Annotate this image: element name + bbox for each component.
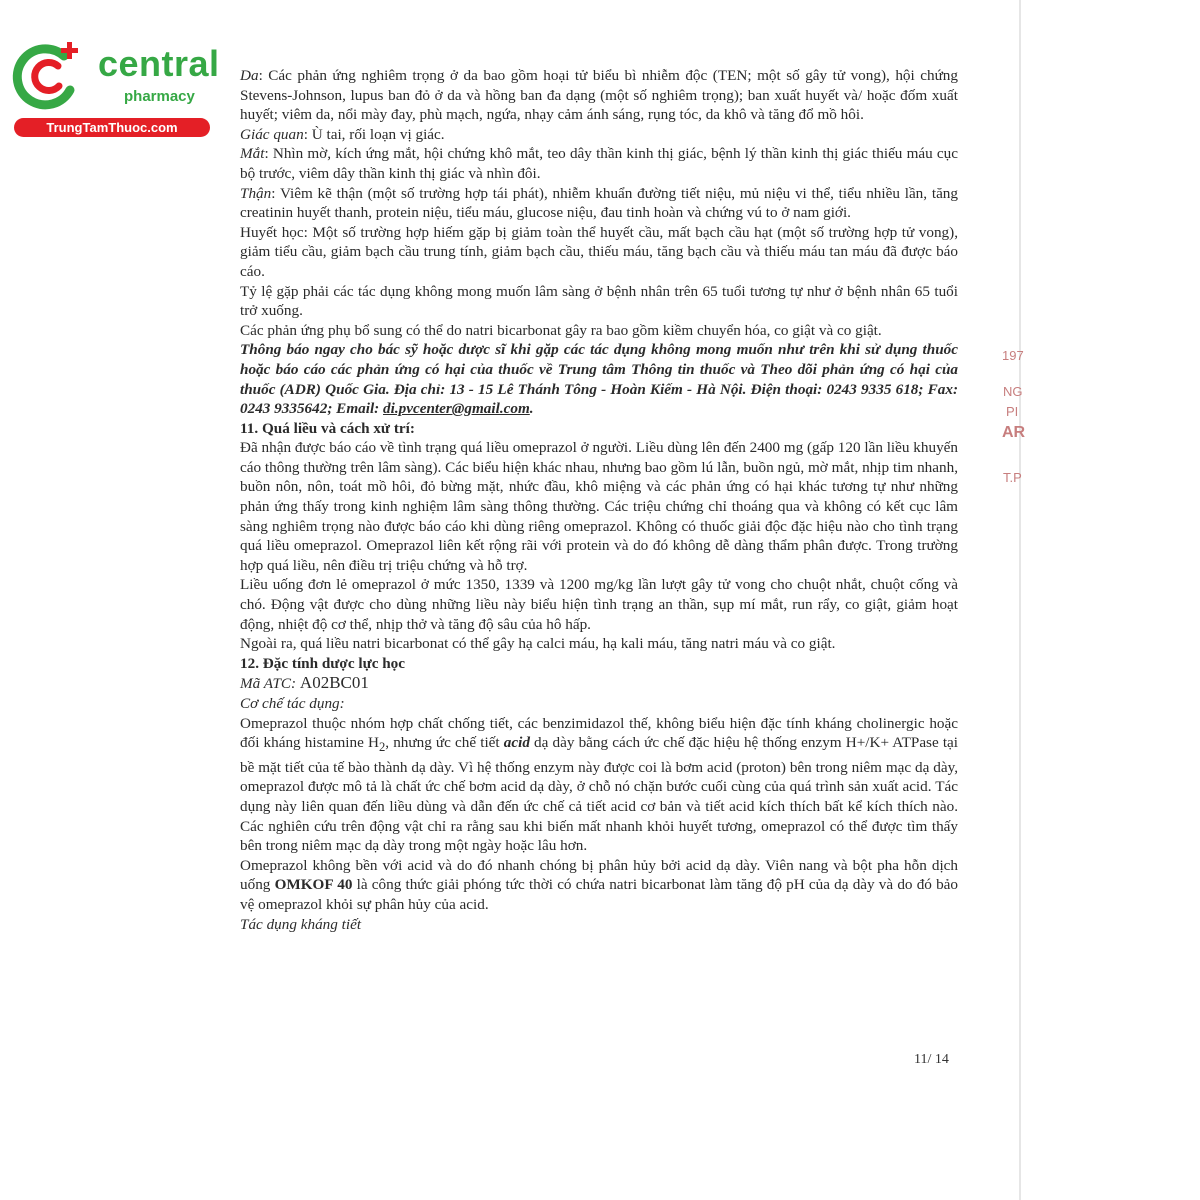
paragraph-overdose: Đã nhận được báo cáo về tình trạng quá liều omeprazol ở người. Liều dùng lên đến 2400 mg (gấp 120 lần liều khuyến cáo thông thường trên lâm sàng). Các biểu hiện khác nhau, nhưng bao gồm lú lẫn, buồn ngủ, mờ mắt, nhịp tim nhanh, buồn nôn, nôn, toát mồ hôi, đỏ bừng mặt, nhức đầu, khô miệng và các phản ứng có hại khác tương tự như những phản ứng thấy trong kinh nghiệm lâm sàng thông thường. Các triệu chứng chỉ thoáng qua và không có kết cục lâm sàng nghiêm trọng nào được báo cáo khi dùng riêng omeprazol. Không có thuốc giải độc đặc hiệu nào cho tình trạng quá liều omeprazol. Omeprazol liên kết rộng rãi với protein và do đó không dễ dàng thẩm phân được. Trong trường hợp quá liều, nên điều trị triệu chứng và hỗ trợ. [240,439,958,574]
margin-fragment: T.P [1003,470,1022,485]
paragraph-bicarbonate: Các phản ứng phụ bổ sung có thể do natri bicarbonat gây ra bao gồm kiềm chuyển hóa, co giật và co giật. [240,321,882,339]
margin-fragment: NG [1003,384,1023,399]
pharmacy-c-cross-icon [12,38,88,114]
margin-fragment: 197 [1002,348,1024,363]
logo-name: central [98,43,220,84]
paragraph-eyes: Mắt: Nhìn mờ, kích ứng mắt, hội chứng khô mắt, teo dây thần kinh thị giác, bệnh lý thần kinh thị giác thiếu máu cục bộ trước, viêm dây thần kinh thị giác và nhìn đôi. [240,145,958,182]
central-pharmacy-logo[interactable] [12,38,220,138]
atc-code-line: Mã ATC: A02BC01 [240,673,369,693]
section-heading-pharmacodynamics: 12. Đặc tính dược lực học [240,654,406,672]
paragraph-skin: Da: Các phản ứng nghiêm trọng ở da bao gồm hoại tử biểu bì nhiễm độc (TEN; một số gây tử vong), hội chứng Stevens-Johnson, lupus ban đỏ ở da và hồng ban đa dạng (một số nghiêm trọng); ban xuất huyết và/ hoặc đốm xuất huyết; viêm da, nổi mày đay, phù mạch, ngứa, nhạy cảm ánh sáng, rụng tóc, da khô và tăng đổ mồ hôi. [240,67,958,124]
document-body [240,66,958,934]
page-number: 11/ 14 [914,1052,949,1067]
mechanism-label: Cơ chế tác dụng: [240,695,345,712]
paragraph-elderly: Tỷ lệ gặp phải các tác dụng không mong muốn lâm sàng ở bệnh nhân trên 65 tuổi tương tự như ở bệnh nhân 65 tuổi trở xuống. [240,282,958,320]
paragraph-mechanism: Omeprazol thuộc nhóm hợp chất chống tiết, các benzimidazol thế, không biểu hiện đặc tính kháng cholinergic hoặc đối kháng histamine $H_2$, nhưng ức chế tiết acid dạ dày bằng cách ức chế đặc hiệu hệ thống enzym H+/K+ ATPase tại bề mặt tiết của tế bào thành dạ dày. Vì hệ thống enzym này được coi là bơm acid (proton) bên trong niêm mạc dạ dày, omeprazol được mô tả là chất ức chế bơm acid dạ dày, ở chỗ nó chặn bước cuối cùng của quá trình sản xuất acid. Tác dụng này liên quan đến liều dùng và dẫn đến ức chế cả tiết acid cơ bản và tiết acid kích thích bất kể kích thích nào. Các nghiên cứu trên động vật chỉ ra rằng sau khi biến mất nhanh khỏi huyết tương, omeprazol có thể được tìm thấy bên trong niêm mạc dạ dày trong một ngày hoặc lâu hơn. [240,714,959,855]
logo-url-badge[interactable]: TrungTamThuoc.com [14,118,210,137]
paragraph-lethal-dose: Liều uống đơn lẻ omeprazol ở mức 1350, 1339 và 1200 mg/kg lần lượt gây tử vong cho chuột nhắt, chuột cống và chó. Động vật được cho dùng những liều này biểu hiện tình trạng an thần, sụp mí mắt, run rẩy, co giật, giảm hoạt động, nhiệt độ cơ thể, nhịp thở và tăng độ sâu của hô hấp. [240,576,958,633]
adr-notice: Thông báo ngay cho bác sỹ hoặc dược sĩ khi gặp các tác dụng không mong muốn như trên khi sử dụng thuốc hoặc báo cáo các phản ứng có hại của thuốc về Trung tâm Thông tin thuốc và Theo dõi phản ứng có hại của thuốc (ADR) Quốc Gia. Địa chỉ: 13 - 15 Lê Thánh Tông - Hoàn Kiếm - Hà Nội. Điện thoại: 0243 9335 618; Fax: 0243 9335642; Email: di.pvcenter@gmail.com. [240,341,958,418]
section-heading-overdose: 11. Quá liều và cách xử trí: [240,419,415,437]
margin-fragment: AR [1002,424,1026,441]
subsection-antisecretory: Tác dụng kháng tiết [240,915,362,933]
margin-fragment: PI [1006,404,1019,419]
paragraph-hematology: Huyết học: Một số trường hợp hiếm gặp bị giảm toàn thể huyết cầu, mất bạch cầu hạt (một số trường hợp tử vong), giảm tiểu cầu, giảm bạch cầu trung tính, giảm bạch cầu, thiếu máu, tăng bạch cầu và thiếu máu tan máu đã được báo cáo. [240,223,958,280]
paragraph-kidney: Thận: Viêm kẽ thận (một số trường hợp tái phát), nhiễm khuẩn đường tiết niệu, mủ niệu vi thể, tiểu nhiều lần, tăng creatinin huyết thanh, protein niệu, tiểu máu, glucose niệu, đau tinh hoàn và chứng vú to ở nam giới. [240,184,958,222]
paragraph-formulation: Omeprazol không bền với acid và do đó nhanh chóng bị phân hủy bởi acid dạ dày. Viên nang và bột pha hỗn dịch uống OMKOF 40 là công thức giải phóng tức thời có chứa natri bicarbonat làm tăng độ pH của dạ dày và do đó bảo vệ omeprazol khỏi sự phân hủy của acid. [240,856,959,913]
logo-subtitle: pharmacy [124,88,195,105]
paragraph-senses: Giác quan: Ù tai, rối loạn vị giác. [240,125,445,143]
paragraph-bicarbonate-overdose: Ngoài ra, quá liều natri bicarbonat có thể gây hạ calci máu, hạ kali máu, tăng natri máu và co giật. [240,635,836,653]
scan-edge-divider [1019,0,1021,1200]
email-link[interactable]: di.pvcenter@gmail.com [383,400,530,418]
